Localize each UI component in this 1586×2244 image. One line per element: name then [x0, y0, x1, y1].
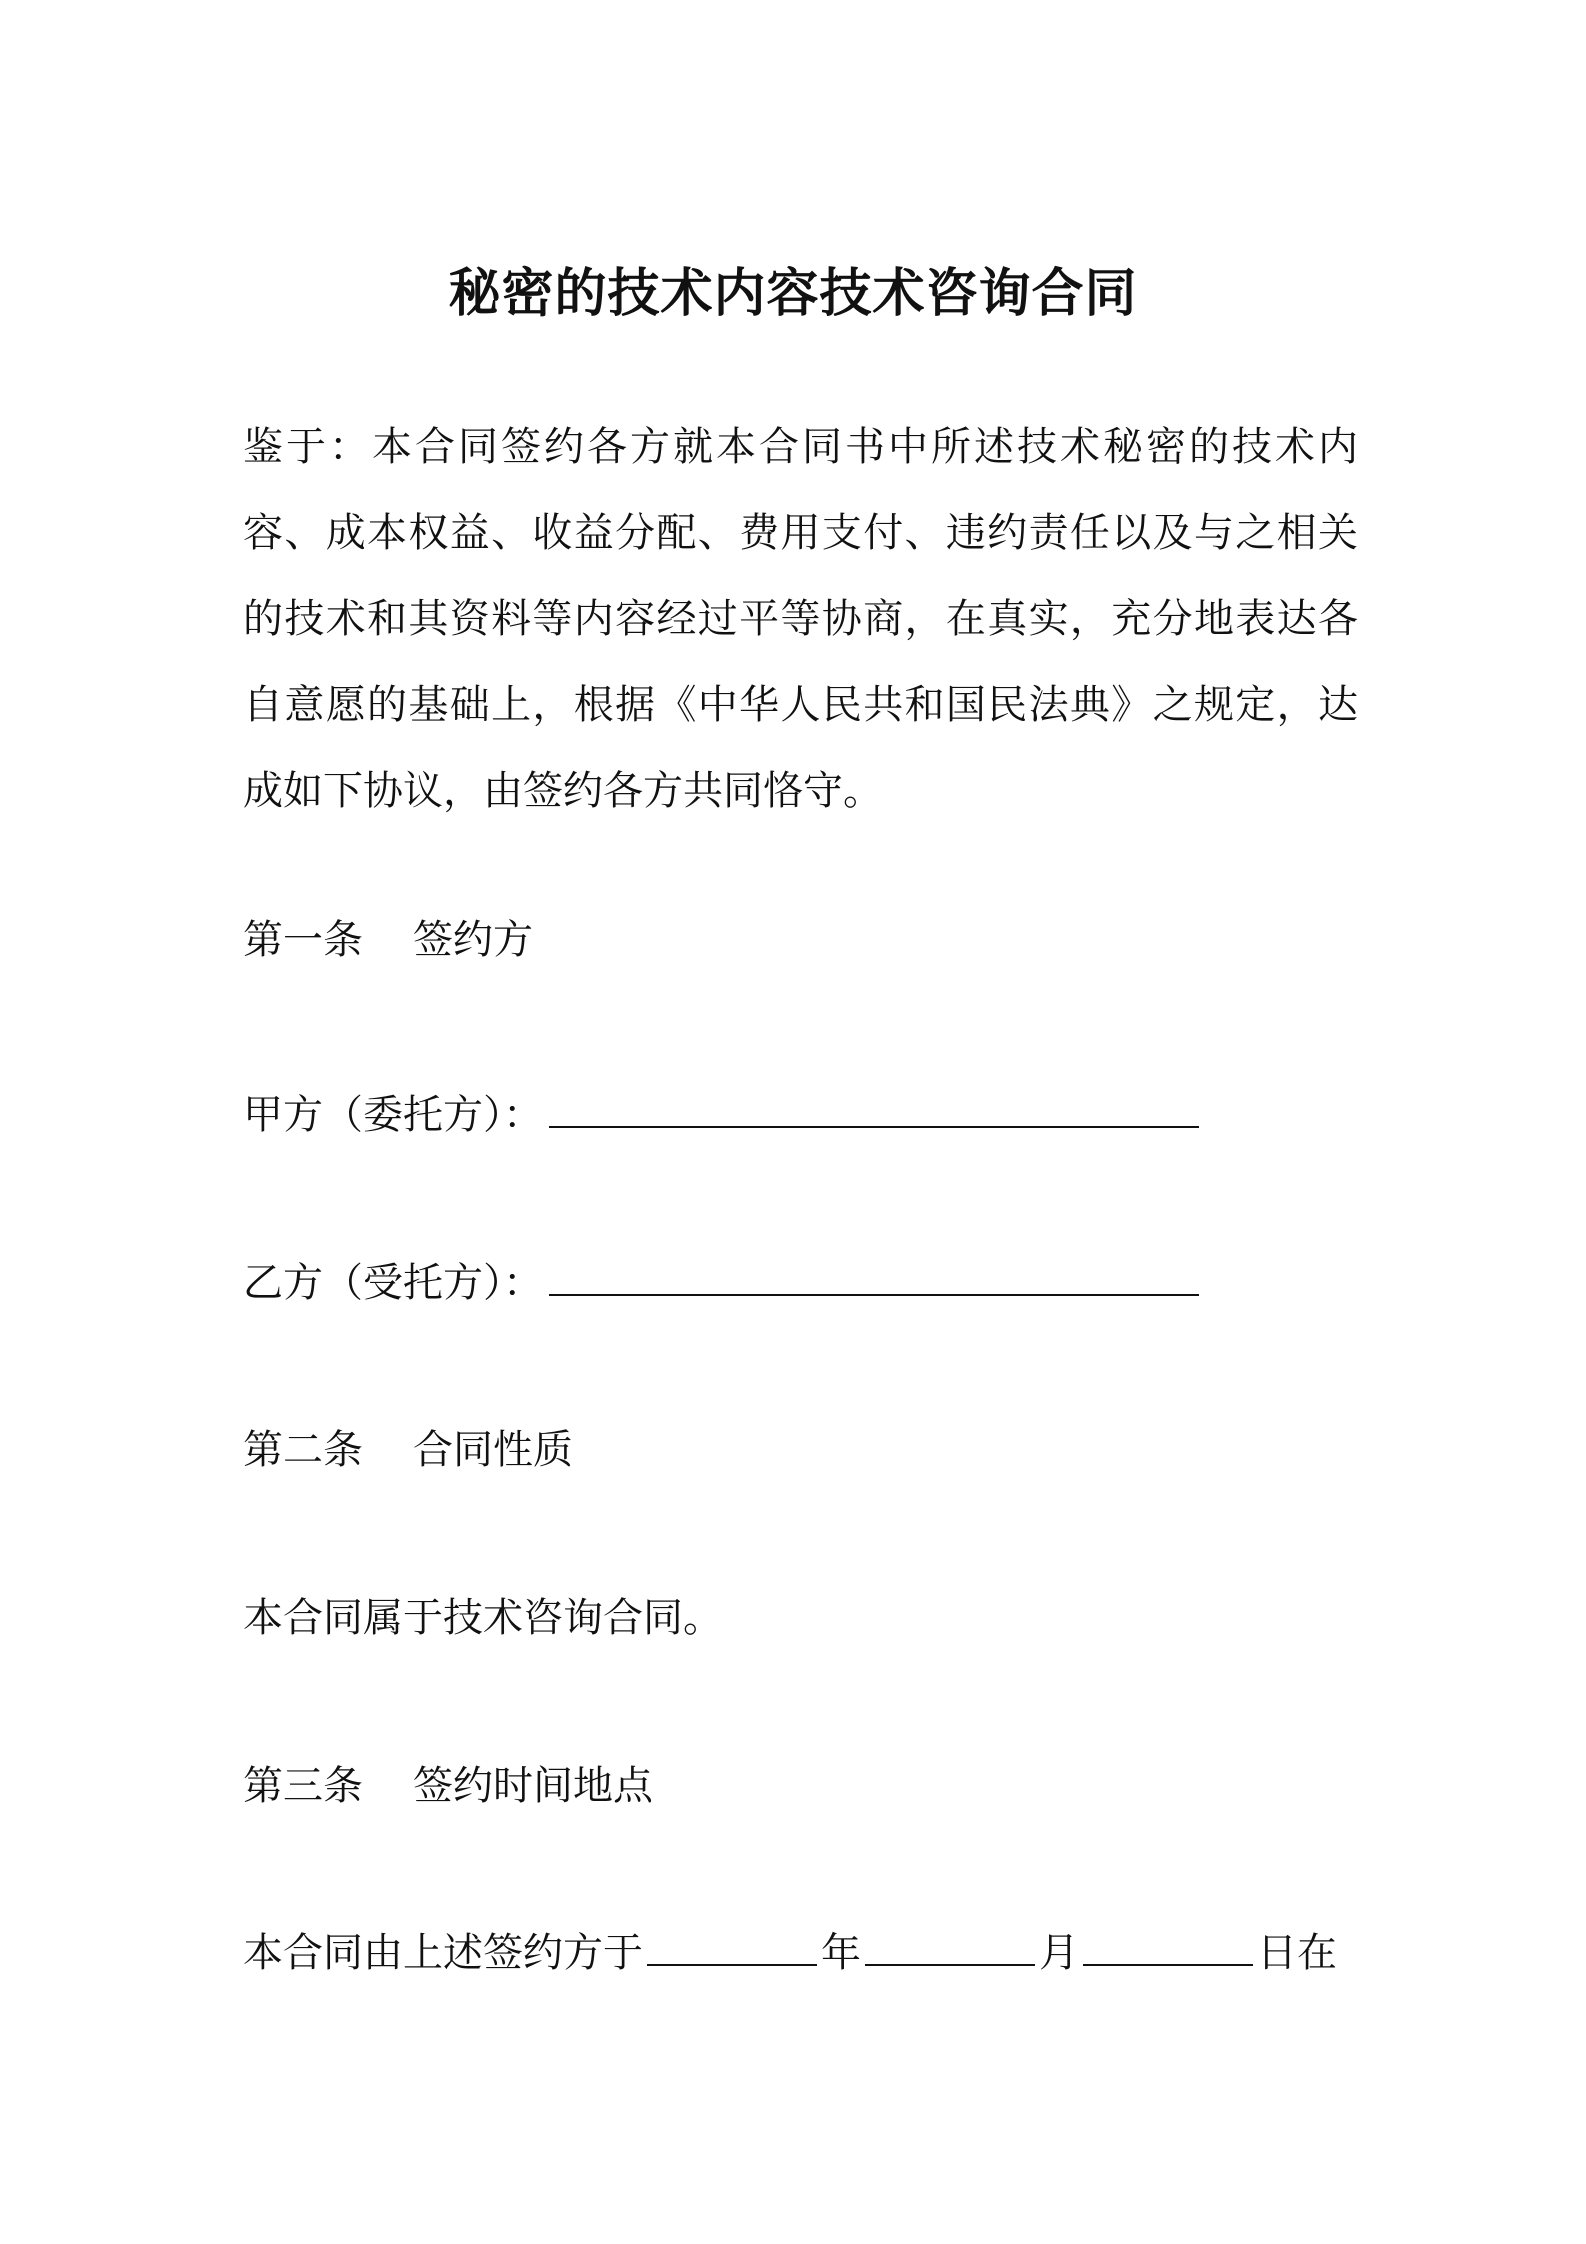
article-3-number: 第三条 — [243, 1763, 363, 1809]
article-1-heading — [243, 910, 533, 970]
month-blank[interactable] — [865, 1924, 1035, 1966]
day-suffix: 日在 — [1257, 1930, 1337, 1976]
article-3-text — [243, 1923, 1337, 1983]
preamble-paragraph: 鉴于：本合同签约各方就本合同书中所述技术秘密的技术内容、成本权益、收益分配、费用支付、违约责任以及与之相关的技术和其资料等内容经过平等协商，在真实，充分地表达各自意愿的基础上，根据《中华人民共和国民法典》之规定，达成如下协议，由签约各方共同恪守。 — [243, 424, 1358, 814]
article-2-title: 合同性质 — [413, 1427, 573, 1473]
party-b-blank[interactable] — [549, 1254, 1199, 1296]
document-title: 秘密的技术内容技术咨询合同 — [448, 264, 1138, 324]
year-label: 年 — [821, 1930, 861, 1976]
article-2-heading — [243, 1420, 573, 1480]
party-b-line — [243, 1253, 1199, 1313]
article-3-heading — [243, 1756, 653, 1816]
day-blank[interactable] — [1083, 1924, 1253, 1966]
article-2-text: 本合同属于技术咨询合同。 — [243, 1595, 723, 1641]
signing-date-prefix: 本合同由上述签约方于 — [243, 1930, 643, 1976]
month-label: 月 — [1039, 1930, 1079, 1976]
party-a-blank[interactable] — [549, 1086, 1199, 1128]
article-1-number: 第一条 — [243, 917, 363, 963]
article-3-title: 签约时间地点 — [413, 1763, 653, 1809]
party-a-label: 甲方（委托方）： — [243, 1092, 543, 1138]
party-a-line — [243, 1085, 1199, 1145]
party-b-label: 乙方（受托方）： — [243, 1260, 543, 1306]
article-2-number: 第二条 — [243, 1427, 363, 1473]
year-blank[interactable] — [647, 1924, 817, 1966]
article-1-title: 签约方 — [413, 917, 533, 963]
